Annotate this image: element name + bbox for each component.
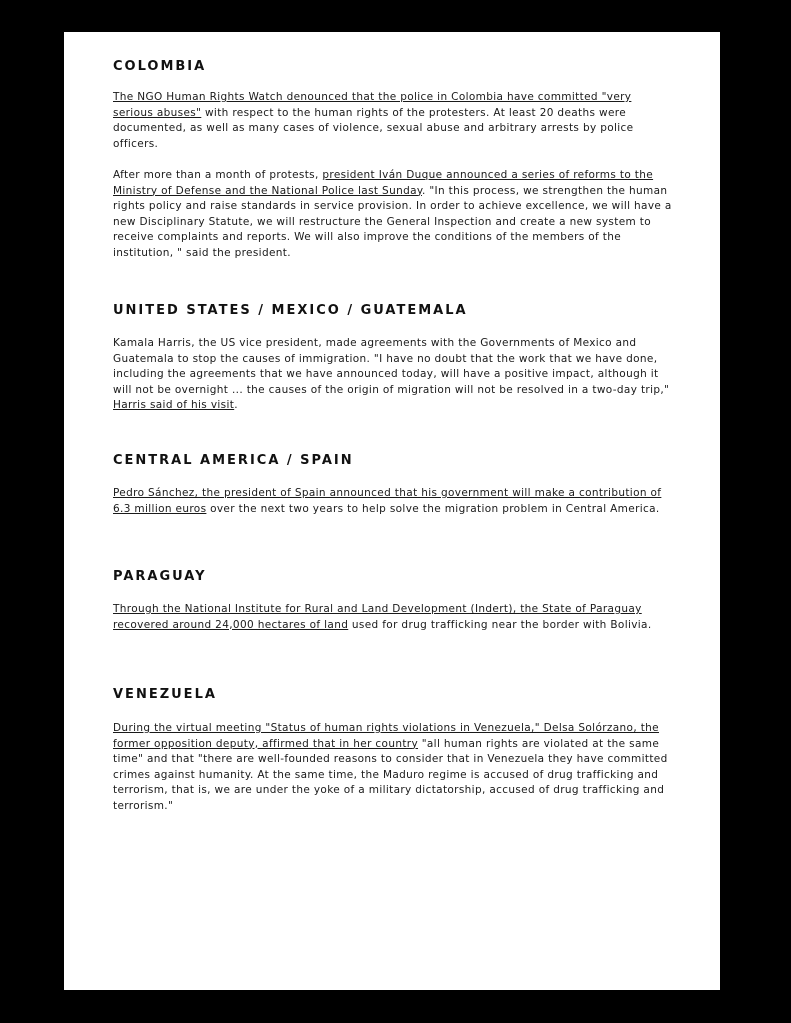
paragraph-text: with respect to the human rights of the protesters. At least 20 deaths were documented, as well as many cases of violence, sexual abuse and arbitrary arrests by police officers. [113, 106, 634, 150]
paragraph-text: Kamala Harris, the US vice president, made agreements with the Governments of Mexico and Guatemala to stop the causes of immigration. "I have no doubt that the work that we have done, including the agreements that we have announced today, will have a positive impact, although it will not be overnight ... the causes of the origin of migration will not be resolved in a two-day trip," [113, 337, 670, 396]
section-body [113, 486, 673, 517]
article-link[interactable]: Through the National Institute for Rural and Land Development (Indert), the State of Paraguay recovered around 24,000 hectares of land [113, 603, 642, 631]
paragraph [113, 721, 673, 815]
paragraph-text: . "In this process, we strengthen the human rights policy and raise standards in service provision. In order to achieve excellence, we will have a new Disciplinary Statute, we will restructure the General Inspection and create a new system to receive complaints and reports. We will also improve the conditions of the members of the institution, " said the president. [113, 184, 672, 259]
section-heading: COLOMBIA [113, 59, 207, 74]
paragraph-text: over the next two years to help solve the migration problem in Central America. [206, 502, 660, 515]
section-body [113, 721, 673, 815]
article-link[interactable]: The NGO Human Rights Watch denounced that the police in Colombia have committed "very serious abuses" [113, 91, 632, 119]
section-body [113, 336, 673, 414]
paragraph-text: used for drug trafficking near the border with Bolivia. [348, 618, 652, 631]
paragraph [113, 90, 673, 152]
paragraph [113, 168, 673, 262]
section-heading: CENTRAL AMERICA / SPAIN [113, 453, 354, 468]
article-link[interactable]: president Iván Duque announced a series of reforms to the Ministry of Defense and the National Police last Sunday [113, 168, 654, 197]
paragraph-text: After more than a month of protests, [113, 168, 323, 181]
section-venezuela [113, 686, 673, 815]
paragraph-text: "all human rights are violated at the same time" and that "there are well-founded reasons to consider that in Venezuela they have committed crimes against humanity. At the same time, the Maduro regime is accused of drug trafficking and terrorism, that is, we are under the yoke of a military dictatorship, accused of drug trafficking and terrorism." [113, 737, 668, 812]
article-link[interactable]: Harris said of his visit [113, 399, 235, 412]
section-colombia [113, 58, 673, 262]
section-united-states-mexico-guatemala [113, 302, 673, 414]
paragraph [113, 486, 673, 517]
section-central-america-spain [113, 452, 673, 517]
article-link[interactable]: Pedro Sánchez, the president of Spain announced that his government will make a contribution of 6.3 million euros [113, 487, 662, 515]
section-paraguay [113, 568, 673, 633]
paragraph [113, 602, 673, 633]
document-page [64, 32, 720, 990]
section-body [113, 602, 673, 633]
paragraph [113, 336, 673, 414]
section-heading: VENEZUELA [113, 687, 217, 702]
section-body [113, 90, 673, 262]
paragraph-text: . [234, 399, 238, 412]
section-heading: UNITED STATES / MEXICO / GUATEMALA [113, 303, 468, 318]
section-heading: PARAGUAY [113, 569, 207, 584]
article-link[interactable]: During the virtual meeting "Status of human rights violations in Venezuela," Delsa Solórzano, the former opposition deputy, affirmed that in her country [113, 722, 659, 750]
